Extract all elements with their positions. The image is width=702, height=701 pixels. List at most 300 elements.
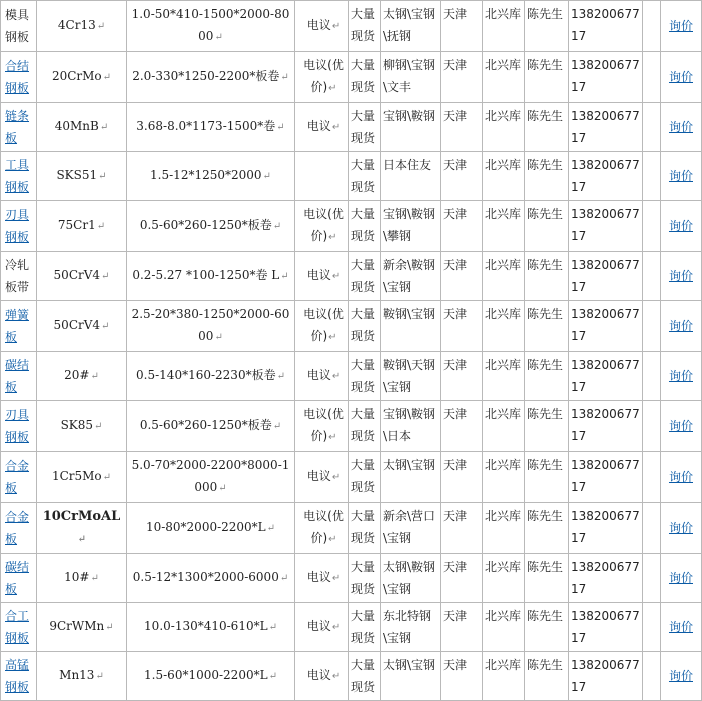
warehouse: 北兴库 [485, 258, 522, 272]
grade: 10# [64, 570, 90, 584]
phone-cell [569, 103, 643, 152]
spec: 1.5-12*1250*2000 [150, 168, 262, 182]
spec-cell [127, 103, 295, 152]
contact-cell [525, 554, 569, 603]
stock-cell [349, 301, 381, 352]
empty-cell [643, 452, 661, 503]
mill-cell [381, 603, 441, 652]
warehouse-cell [483, 554, 525, 603]
stock-cell [349, 554, 381, 603]
contact: 陈先生 [527, 207, 564, 221]
return-mark: ↵ [101, 321, 110, 332]
return-mark: ↵ [96, 21, 106, 32]
price: 电议 [306, 469, 331, 483]
return-mark: ↵ [214, 332, 223, 343]
mill-cell [381, 103, 441, 152]
empty-cell [643, 1, 661, 52]
mill: 新余\营口\宝钢 [383, 509, 436, 545]
city: 天津 [443, 7, 468, 21]
mill-cell [381, 1, 441, 52]
contact: 陈先生 [527, 58, 564, 72]
product-rows [1, 1, 702, 701]
stock-cell [349, 603, 381, 652]
stock: 大量现货 [351, 609, 376, 645]
phone-cell [569, 301, 643, 352]
ask-price-link[interactable]: 询价 [668, 120, 693, 134]
phone-cell [569, 1, 643, 52]
return-mark: ↵ [331, 271, 341, 282]
city-cell [441, 103, 483, 152]
stock: 大量现货 [351, 207, 376, 243]
stock: 大量现货 [351, 560, 376, 596]
stock-cell [349, 452, 381, 503]
contact-cell [525, 301, 569, 352]
grade-cell [37, 352, 127, 401]
return-mark: ↵ [218, 483, 227, 494]
phone-cell [569, 401, 643, 452]
city-cell [441, 503, 483, 554]
warehouse: 北兴库 [485, 358, 522, 372]
warehouse-cell [483, 401, 525, 452]
product-name-link[interactable]: 弹簧板 [5, 308, 30, 344]
price: 电议(优价) [303, 407, 344, 443]
return-mark: ↵ [276, 371, 285, 382]
price: 电议 [306, 268, 331, 282]
empty-cell [643, 103, 661, 152]
grade: 10CrMoAL [42, 508, 121, 524]
city-cell [441, 554, 483, 603]
stock-cell [349, 401, 381, 452]
stock: 大量现货 [351, 307, 376, 343]
return-mark: ↵ [279, 573, 289, 584]
spec-cell [127, 603, 295, 652]
ask-price-link[interactable]: 询价 [668, 169, 693, 183]
stock-cell [349, 152, 381, 201]
spec: 0.5-12*1300*2000-6000 [132, 570, 279, 584]
phone: 13820067717 [571, 609, 640, 645]
phone-cell [569, 352, 643, 401]
price-cell [295, 103, 349, 152]
mill: 新余\鞍钢\宝钢 [383, 258, 436, 294]
product-name-link[interactable]: 合金板 [5, 459, 30, 495]
phone: 13820067717 [571, 7, 640, 43]
warehouse-cell [483, 452, 525, 503]
city-cell [441, 252, 483, 301]
product-name-link[interactable]: 碳结板 [5, 560, 30, 596]
ask-cell [661, 503, 702, 554]
mill-cell [381, 252, 441, 301]
product-name-link[interactable]: 碳结板 [5, 358, 30, 394]
price-cell [295, 401, 349, 452]
return-mark: ↵ [331, 573, 341, 584]
product-name-cell [1, 352, 37, 401]
grade-cell [37, 401, 127, 452]
grade: SKS51 [56, 168, 98, 182]
stock-cell [349, 1, 381, 52]
return-mark: ↵ [102, 72, 112, 83]
grade-cell [37, 52, 127, 103]
contact: 陈先生 [527, 509, 564, 523]
empty-cell [643, 652, 661, 701]
phone-cell [569, 603, 643, 652]
stock-cell [349, 652, 381, 701]
ask-cell [661, 252, 702, 301]
phone-cell [569, 554, 643, 603]
ask-price-link[interactable]: 询价 [668, 470, 693, 484]
contact-cell [525, 52, 569, 103]
grade: 20# [64, 368, 90, 382]
return-mark: ↵ [328, 83, 337, 94]
contact-cell [525, 1, 569, 52]
ask-price-link[interactable]: 询价 [668, 19, 693, 33]
table-row [1, 603, 702, 652]
empty-cell [643, 201, 661, 252]
return-mark: ↵ [98, 171, 107, 182]
phone: 13820067717 [571, 658, 640, 694]
return-mark: ↵ [328, 534, 337, 545]
warehouse-cell [483, 1, 525, 52]
mill-cell [381, 301, 441, 352]
ask-price-link[interactable]: 询价 [668, 521, 693, 535]
mill-cell [381, 201, 441, 252]
return-mark: ↵ [90, 573, 99, 584]
product-name-cell [1, 452, 37, 503]
grade-cell [37, 152, 127, 201]
stock: 大量现货 [351, 458, 376, 494]
product-name-cell [1, 554, 37, 603]
grade: 40MnB [54, 119, 99, 133]
spec-cell [127, 554, 295, 603]
return-mark: ↵ [94, 421, 103, 432]
phone-cell [569, 52, 643, 103]
city-cell [441, 352, 483, 401]
product-name-cell [1, 103, 37, 152]
contact-cell [525, 352, 569, 401]
warehouse: 北兴库 [485, 609, 522, 623]
return-mark: ↵ [331, 622, 341, 633]
grade: 50CrV4 [53, 268, 101, 282]
ask-cell [661, 301, 702, 352]
table-row [1, 554, 702, 603]
ask-cell [661, 452, 702, 503]
return-mark: ↵ [99, 122, 109, 133]
ask-price-link[interactable]: 询价 [668, 620, 693, 634]
product-name-cell [1, 252, 37, 301]
contact: 陈先生 [527, 658, 564, 672]
contact: 陈先生 [527, 458, 564, 472]
warehouse: 北兴库 [485, 207, 522, 221]
city-cell [441, 201, 483, 252]
ask-price-link[interactable]: 询价 [668, 219, 693, 233]
table-row [1, 1, 702, 52]
stock-cell [349, 103, 381, 152]
product-name-cell [1, 152, 37, 201]
spec: 1.5-60*1000-2200*L [144, 668, 268, 682]
phone: 13820067717 [571, 509, 640, 545]
phone: 13820067717 [571, 258, 640, 294]
product-name-cell [1, 301, 37, 352]
spec: 2.0-330*1250-2200*板卷 [132, 69, 280, 83]
phone: 13820067717 [571, 407, 640, 443]
price: 电议 [306, 18, 331, 32]
contact: 陈先生 [527, 158, 564, 172]
product-name-link[interactable]: 合金板 [5, 510, 30, 546]
mill-cell [381, 503, 441, 554]
warehouse: 北兴库 [485, 658, 522, 672]
grade: 50CrV4 [53, 318, 101, 332]
return-mark: ↵ [105, 622, 114, 633]
grade-cell [37, 503, 127, 554]
stock: 大量现货 [351, 109, 376, 145]
price-cell [295, 503, 349, 554]
spec-cell [127, 252, 295, 301]
price-cell [295, 452, 349, 503]
contact: 陈先生 [527, 7, 564, 21]
spec: 0.5-60*260-1250*板卷 [139, 418, 272, 432]
mill: 东北特钢\宝钢 [383, 609, 432, 645]
city-cell [441, 401, 483, 452]
grade-cell [37, 301, 127, 352]
city-cell [441, 301, 483, 352]
ask-cell [661, 352, 702, 401]
ask-cell [661, 401, 702, 452]
return-mark: ↵ [95, 671, 104, 682]
phone-cell [569, 652, 643, 701]
price-cell [295, 1, 349, 52]
phone: 13820067717 [571, 58, 640, 94]
spec: 2.5-20*380-1250*2000-6000 [131, 307, 290, 343]
warehouse-cell [483, 152, 525, 201]
product-name: 模具钢板 [5, 8, 30, 44]
price-cell [295, 652, 349, 701]
return-mark: ↵ [272, 221, 282, 232]
stock-cell [349, 503, 381, 554]
price-cell [295, 352, 349, 401]
grade: SK85 [60, 418, 94, 432]
return-mark: ↵ [96, 221, 106, 232]
mill-cell [381, 352, 441, 401]
spec-cell [127, 201, 295, 252]
city: 天津 [443, 407, 468, 421]
return-mark: ↵ [328, 332, 337, 343]
contact-cell [525, 452, 569, 503]
ask-price-link[interactable]: 询价 [668, 571, 693, 585]
price: 电议 [306, 368, 331, 382]
city: 天津 [443, 509, 468, 523]
contact: 陈先生 [527, 358, 564, 372]
city: 天津 [443, 458, 468, 472]
mill: 宝钢\鞍钢\日本 [383, 407, 436, 443]
mill: 太钢\宝钢\抚钢 [383, 7, 436, 43]
spec: 3.68-8.0*1173-1500*卷 [136, 119, 276, 133]
spec: 0.5-140*160-2230*板卷 [136, 368, 276, 382]
ask-price-link[interactable]: 询价 [668, 369, 693, 383]
grade: 9CrWMn [49, 619, 105, 633]
table-row [1, 252, 702, 301]
phone: 13820067717 [571, 109, 640, 145]
mill: 鞍钢\宝钢 [383, 307, 436, 321]
return-mark: ↵ [214, 32, 223, 43]
return-mark: ↵ [328, 232, 337, 243]
warehouse-cell [483, 352, 525, 401]
spec-cell [127, 152, 295, 201]
product-name-link[interactable]: 工具钢板 [5, 158, 30, 194]
ask-price-link[interactable]: 询价 [668, 669, 693, 683]
price: 电议 [306, 570, 331, 584]
price-cell [295, 554, 349, 603]
warehouse: 北兴库 [485, 407, 522, 421]
ask-cell [661, 603, 702, 652]
ask-price-link[interactable]: 询价 [668, 269, 693, 283]
grade: 75Cr1 [57, 218, 96, 232]
mill: 日本住友 [383, 158, 432, 172]
spec-cell [127, 1, 295, 52]
stock: 大量现货 [351, 258, 376, 294]
stock: 大量现货 [351, 158, 376, 194]
city-cell [441, 1, 483, 52]
warehouse-cell [483, 201, 525, 252]
product-name-link[interactable]: 链条板 [5, 109, 30, 145]
spec: 10-80*2000-2200*L [145, 520, 266, 534]
contact: 陈先生 [527, 109, 564, 123]
mill: 太钢\宝钢 [383, 658, 436, 672]
ask-cell [661, 1, 702, 52]
grade-cell [37, 652, 127, 701]
return-mark: ↵ [90, 371, 99, 382]
city: 天津 [443, 609, 468, 623]
return-mark: ↵ [328, 432, 337, 443]
price: 电议(优价) [303, 58, 344, 94]
ask-cell [661, 103, 702, 152]
mill-cell [381, 554, 441, 603]
mill: 宝钢\鞍钢\攀钢 [383, 207, 436, 243]
price-cell [295, 52, 349, 103]
stock-cell [349, 52, 381, 103]
spec-cell [127, 652, 295, 701]
phone: 13820067717 [571, 560, 640, 596]
city-cell [441, 52, 483, 103]
warehouse: 北兴库 [485, 158, 522, 172]
ask-price-link[interactable]: 询价 [668, 70, 693, 84]
grade: 20CrMo [51, 69, 102, 83]
price-cell [295, 201, 349, 252]
price-cell [295, 603, 349, 652]
empty-cell [643, 603, 661, 652]
city: 天津 [443, 58, 468, 72]
phone: 13820067717 [571, 207, 640, 243]
grade-cell [37, 201, 127, 252]
price: 电议 [306, 619, 331, 633]
product-name-cell [1, 652, 37, 701]
price: 电议 [306, 668, 331, 682]
return-mark: ↵ [331, 122, 341, 133]
empty-cell [643, 301, 661, 352]
city: 天津 [443, 658, 468, 672]
table-row [1, 201, 702, 252]
empty-cell [643, 554, 661, 603]
return-mark: ↵ [266, 523, 276, 534]
grade-cell [37, 103, 127, 152]
spec-cell [127, 301, 295, 352]
city: 天津 [443, 109, 468, 123]
stock-cell [349, 352, 381, 401]
phone-cell [569, 503, 643, 554]
return-mark: ↵ [280, 271, 289, 282]
product-name-cell [1, 52, 37, 103]
ask-cell [661, 652, 702, 701]
spec-cell [127, 503, 295, 554]
phone: 13820067717 [571, 458, 640, 494]
return-mark: ↵ [331, 371, 341, 382]
contact: 陈先生 [527, 258, 564, 272]
product-name-cell [1, 1, 37, 52]
product-name-link[interactable]: 合工钢板 [5, 609, 30, 645]
table-row [1, 652, 702, 701]
warehouse-cell [483, 103, 525, 152]
warehouse: 北兴库 [485, 109, 522, 123]
empty-cell [643, 401, 661, 452]
product-name-cell [1, 401, 37, 452]
contact-cell [525, 103, 569, 152]
product-name-link[interactable]: 合结钢板 [5, 59, 30, 95]
ask-price-link[interactable]: 询价 [668, 319, 693, 333]
spec: 0.5-60*260-1250*板卷 [139, 218, 272, 232]
phone: 13820067717 [571, 358, 640, 394]
spec: 1.0-50*410-1500*2000-8000 [131, 7, 290, 43]
spec-cell [127, 52, 295, 103]
return-mark: ↵ [262, 171, 271, 182]
price: 电议(优价) [303, 307, 344, 343]
grade-cell [37, 554, 127, 603]
warehouse-cell [483, 503, 525, 554]
spec-cell [127, 401, 295, 452]
mill: 鞍钢\天钢\宝钢 [383, 358, 436, 394]
return-mark: ↵ [77, 533, 87, 545]
ask-price-link[interactable]: 询价 [668, 419, 693, 433]
return-mark: ↵ [268, 622, 277, 633]
product-name-link[interactable]: 刃具钢板 [5, 408, 30, 444]
empty-cell [643, 352, 661, 401]
spec-cell [127, 352, 295, 401]
warehouse: 北兴库 [485, 307, 522, 321]
mill: 宝钢\鞍钢 [383, 109, 436, 123]
stock: 大量现货 [351, 58, 376, 94]
mill-cell [381, 452, 441, 503]
table-row [1, 401, 702, 452]
table-row [1, 352, 702, 401]
stock-cell [349, 252, 381, 301]
city: 天津 [443, 307, 468, 321]
table-row [1, 52, 702, 103]
ask-cell [661, 52, 702, 103]
return-mark: ↵ [276, 122, 285, 133]
warehouse-cell [483, 301, 525, 352]
product-name: 冷轧板带 [5, 258, 30, 294]
contact: 陈先生 [527, 407, 564, 421]
stock: 大量现货 [351, 407, 376, 443]
ask-cell [661, 201, 702, 252]
phone-cell [569, 201, 643, 252]
city: 天津 [443, 560, 468, 574]
spec: 0.2-5.27 *100-1250*卷 L [132, 268, 280, 282]
product-name-link[interactable]: 刃具钢板 [5, 208, 30, 244]
table-row [1, 301, 702, 352]
grade: 4Cr13 [57, 18, 96, 32]
city-cell [441, 652, 483, 701]
spec: 10.0-130*410-610*L [144, 619, 268, 633]
product-name-link[interactable]: 高锰钢板 [5, 658, 30, 694]
phone: 13820067717 [571, 307, 640, 343]
